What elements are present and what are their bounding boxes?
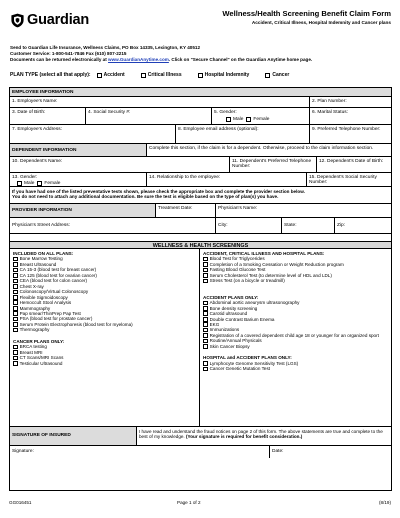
- guardian-anytime-link[interactable]: www.GuardianAnytime.com: [108, 57, 169, 63]
- accident-ci-hospital-heading: ACCIDENT, CRITICAL ILLNESS AND HOSPITAL PLANS:: [203, 251, 325, 256]
- signature-row: [10, 446, 391, 458]
- send-line-3-post: . Click on "Secure Channel" on the Guardian Anytime home page.: [168, 57, 313, 63]
- plan-option-label: Critical Illness: [147, 72, 182, 78]
- checkbox[interactable]: [13, 295, 18, 300]
- dependent-gender-male-label: Male: [24, 181, 35, 186]
- form-title-block: [222, 9, 391, 25]
- screening-item-label: CA 125 (blood test for ovarian cancer): [19, 272, 97, 278]
- checkbox[interactable]: [13, 268, 18, 273]
- checkbox[interactable]: [226, 117, 231, 122]
- plan-option-hospital-indemnity[interactable]: [198, 72, 250, 78]
- cancer-plans-heading: CANCER PLANS ONLY:: [13, 338, 65, 344]
- screenings-body: [10, 249, 391, 427]
- cancer-plans-items: [13, 344, 197, 366]
- included-all-plans-list: [13, 251, 197, 366]
- plan-type-label: PLAN TYPE (select all that apply):: [10, 72, 91, 78]
- screening-item-label: Bone density screening: [209, 305, 258, 311]
- gender-male-option[interactable]: [226, 117, 243, 123]
- form-version: (8/19): [378, 500, 391, 505]
- screening-item-label: Serum Cholesterol Test (to determine level of HDL and LDL): [209, 272, 332, 278]
- hospital-accident-heading: HOSPITAL and ACCIDENT PLANS ONLY:: [203, 355, 292, 361]
- screening-item-label: Blood Test for Triglycerides: [209, 256, 265, 262]
- accident-ci-hospital-items: [203, 256, 390, 283]
- accident-plans-heading: ACCIDENT PLANS ONLY:: [203, 294, 259, 300]
- screening-item-label: Breast MRI: [19, 349, 43, 355]
- screening-item-label: EKG: [209, 321, 220, 327]
- checkbox[interactable]: [13, 322, 18, 327]
- screening-item[interactable]: [203, 344, 390, 349]
- included-all-plans-heading: INCLUDED ON ALL PLANS:: [13, 251, 74, 256]
- dependent-section-title: DEPENDENT INFORMATION: [10, 144, 147, 156]
- checkbox[interactable]: [203, 279, 208, 284]
- treatment-date-field[interactable]: Treatment Date:: [156, 204, 216, 217]
- signature-field[interactable]: Signature:: [10, 446, 270, 458]
- send-line-3: [10, 57, 392, 63]
- checkbox[interactable]: [141, 73, 146, 78]
- plan-option-accident[interactable]: [97, 72, 125, 78]
- checkbox[interactable]: [203, 344, 208, 349]
- form-table: [9, 87, 392, 491]
- logo-text: Guardian: [27, 12, 90, 28]
- form-title: Wellness/Health Screening Benefit Claim Form: [222, 9, 391, 18]
- signature-date-field[interactable]: Date:: [272, 448, 284, 454]
- spacer-row: [10, 234, 391, 241]
- physician-zip-field[interactable]: Zip:: [337, 222, 345, 228]
- employee-ssn-field[interactable]: 4. Social Security #:: [86, 108, 212, 124]
- gender-label: 5. Gender:: [214, 109, 237, 115]
- dependent-section-header: [10, 144, 391, 157]
- provider-row-2: [10, 218, 391, 234]
- signature-statement-text: I have read and understand the fraud notices on page 2 of this form. The above statements are true and complete to the best of my knowledge.: [139, 428, 383, 440]
- dependent-dob-field[interactable]: 12. Dependent's Date of Birth:: [319, 158, 384, 164]
- employee-section-title: EMPLOYEE INFORMATION: [12, 89, 74, 95]
- checkbox[interactable]: [203, 339, 208, 344]
- send-line-3-pre: Documents can be returned electronically at: [10, 57, 109, 63]
- checkbox[interactable]: [13, 300, 18, 305]
- gender-female-label: Female: [253, 117, 270, 123]
- plan-option-label: Hospital Indemnity: [204, 72, 250, 78]
- checkbox[interactable]: [203, 306, 208, 311]
- signature-header-row: [10, 427, 391, 446]
- form-subtitle: Accident, Critical Illness, Hospital Indemnity and Cancer plans: [251, 20, 391, 25]
- employee-dob-field[interactable]: 3. Date of Birth:: [10, 108, 86, 124]
- plan-option-label: Cancer: [272, 72, 290, 78]
- signature-statement: [137, 427, 393, 445]
- dependent-note: Complete this section, if the claim is for a dependent. Otherwise, proceed to the claim information section.: [149, 145, 374, 151]
- checkbox[interactable]: [246, 117, 251, 122]
- accident-plans-items: [203, 300, 390, 349]
- included-all-plans-items: [13, 256, 197, 332]
- screening-item-label: Completion of a Smoking Cessation or Weight Reduction program: [209, 261, 344, 267]
- screening-item-label: BRCA testing: [19, 344, 47, 350]
- screening-item-label: Hemoccult Stool Analysis: [19, 300, 72, 306]
- screening-item-label: CT Scans/MRI Scans: [19, 355, 64, 361]
- dependent-row-1: [10, 157, 391, 173]
- checkbox[interactable]: [203, 301, 208, 306]
- marital-status-field[interactable]: 6. Marital Status:: [312, 109, 348, 115]
- employee-row-2: [10, 108, 391, 125]
- screening-item-label: Cancer Genetic Mutation Test: [209, 366, 271, 372]
- checkbox[interactable]: [265, 73, 270, 78]
- checkbox[interactable]: [13, 262, 18, 267]
- checkbox[interactable]: [203, 367, 208, 372]
- checkbox[interactable]: [13, 257, 18, 262]
- checkbox[interactable]: [203, 317, 208, 322]
- screening-item-label: Bone Marrow Testing: [19, 256, 63, 262]
- employee-row-3: [10, 125, 391, 144]
- physician-state-field[interactable]: State:: [282, 218, 335, 233]
- checkbox[interactable]: [13, 345, 18, 350]
- screening-item-label: Chest X-ray: [19, 283, 44, 289]
- checkbox[interactable]: [203, 328, 208, 333]
- screening-item-label: Flexible Sigmoidoscopy: [19, 294, 68, 300]
- screening-item-label: Thermography: [19, 327, 50, 333]
- dependent-name-field[interactable]: 10. Dependent's Name:: [10, 157, 230, 172]
- checkbox[interactable]: [13, 328, 18, 333]
- screening-item-label: Testicular Ultrasound: [19, 360, 63, 366]
- physician-street-field[interactable]: Physician's Street Address:: [10, 218, 216, 233]
- screening-item[interactable]: [13, 361, 197, 366]
- form-id: GG016451: [9, 500, 32, 505]
- employee-row-1: [10, 97, 391, 108]
- checkbox[interactable]: [203, 322, 208, 327]
- dependent-gender-male-option[interactable]: [17, 181, 34, 186]
- screening-item-label: CA 15-3 (blood test for breast cancer): [19, 267, 97, 273]
- checkbox[interactable]: [13, 356, 18, 361]
- employee-gender-field[interactable]: [212, 108, 310, 124]
- screening-item-label: Stress Test (on a bicycle or treadmill): [209, 278, 285, 284]
- screening-item-label: Mammography: [19, 305, 51, 311]
- checkbox[interactable]: [203, 273, 208, 278]
- screening-item-label: Lymphocyte Genome Sensitivity Test (LGS): [209, 360, 299, 366]
- screening-item-label: Serum Protein Electrophoresis (blood test for myeloma): [19, 321, 133, 327]
- checkbox[interactable]: [13, 317, 18, 322]
- dependent-gender-field[interactable]: [10, 173, 147, 186]
- dependent-gender-female-option[interactable]: [37, 181, 60, 186]
- notice-text: [10, 187, 391, 203]
- checkbox[interactable]: [13, 361, 18, 366]
- checkbox[interactable]: [203, 333, 208, 338]
- checkbox[interactable]: [13, 311, 18, 316]
- accident-ci-hospital-list: [203, 251, 390, 372]
- plan-option-label: Accident: [103, 72, 125, 78]
- signature-required-note: (Your signature is required for benefit consideration.): [185, 434, 303, 440]
- screening-item-label: Breast Ultrasound: [19, 261, 57, 267]
- checkbox[interactable]: [203, 262, 208, 267]
- plan-type-row: [10, 72, 392, 78]
- checkbox[interactable]: [13, 273, 18, 278]
- physician-name-field[interactable]: Physician's Name:: [218, 205, 258, 211]
- guardian-logo: [10, 12, 89, 28]
- send-line-1: Send to Guardian Life Insurance, Wellness Claims, PO Box 14335, Lexington, KY 40512: [10, 45, 201, 50]
- signature-section-title: SIGNATURE OF INSURED: [10, 427, 137, 445]
- checkbox[interactable]: [13, 284, 18, 289]
- screening-item-label: Fasting Blood Glucose Test: [209, 267, 266, 273]
- checkbox[interactable]: [17, 181, 22, 186]
- notice-row: [10, 187, 391, 204]
- checkbox[interactable]: [37, 181, 42, 186]
- dependent-relationship-field[interactable]: 14. Relationship to the employee:: [147, 173, 307, 186]
- checkbox[interactable]: [13, 306, 18, 311]
- screening-item[interactable]: [203, 278, 390, 283]
- dependent-phone-field[interactable]: 11. Dependent's Preferred Telephone Number:: [230, 157, 317, 172]
- provider-section-title: PROVIDER INFORMATION: [10, 204, 156, 217]
- notice-line-2: You do not need to attach any additional documentation. Be sure the test is eligible based on the type of plan(s) you have.: [12, 194, 279, 200]
- gender-female-option[interactable]: [246, 117, 269, 123]
- screening-item-label: Colonoscopy/Virtual Colonoscopy: [19, 289, 89, 295]
- screenings-title: WELLNESS & HEALTH SCREENINGS: [152, 243, 249, 249]
- hospital-accident-items: [203, 361, 390, 372]
- checkbox[interactable]: [13, 350, 18, 355]
- mailing-instructions: [10, 45, 392, 63]
- employee-email-field[interactable]: 8. Employee email address (optional):: [176, 125, 310, 143]
- checkbox[interactable]: [13, 290, 18, 295]
- screening-item-label: Immunizations: [209, 327, 240, 333]
- checkbox[interactable]: [203, 268, 208, 273]
- screening-item-label: Registration of a covered dependent child age 18 or younger for an organized sport: [209, 332, 379, 338]
- dependent-ssn-field[interactable]: 15. Dependent's Social Security Number:: [309, 174, 377, 186]
- screening-item-label: Skin Cancer Biopsy: [209, 343, 250, 349]
- screening-item-label: CEA (blood test for colon cancer): [19, 278, 88, 284]
- dependent-gender-female-label: Female: [44, 181, 61, 186]
- dependent-gender-label: 13. Gender:: [12, 174, 38, 180]
- screening-item[interactable]: [203, 366, 390, 371]
- employee-phone-field[interactable]: 9. Preferred Telephone Number:: [312, 126, 381, 132]
- employee-address-field[interactable]: 7. Employee's Address:: [10, 125, 176, 143]
- dependent-gender-options: [12, 181, 144, 186]
- screening-item-label: Abdominal aortic aneurysm ultrasonography: [209, 300, 300, 306]
- dependent-row-2: [10, 173, 391, 187]
- screening-item-label: Double Contrast Barium Enema: [209, 316, 275, 322]
- provider-row-1: [10, 204, 391, 218]
- physician-city-field[interactable]: City:: [216, 218, 282, 233]
- screening-item-label: PSA (blood test for prostate cancer): [19, 316, 93, 322]
- guardian-shield-icon: [10, 13, 25, 28]
- page-number: Page 1 of 2: [177, 500, 201, 505]
- gender-options: [214, 117, 307, 123]
- screening-item-label: Carotid ultrasound: [209, 311, 248, 317]
- gender-male-label: Male: [233, 117, 244, 123]
- notice-line-1: If you have had one of the listed preventative tests shown, please check the appropriate box and complete the provider section below.: [12, 188, 305, 194]
- employee-name-field[interactable]: 1. Employee's Name:: [10, 97, 310, 107]
- checkbox[interactable]: [203, 361, 208, 366]
- send-line-2: Customer Service: 1-800-541-7846 Fax (610) 807-2215: [10, 51, 127, 57]
- checkbox[interactable]: [97, 73, 102, 78]
- screenings-header: [10, 241, 391, 249]
- checkbox[interactable]: [203, 257, 208, 262]
- employee-section-header: [10, 88, 391, 97]
- plan-option-critical-illness[interactable]: [141, 72, 182, 78]
- plan-option-cancer[interactable]: [265, 72, 289, 78]
- checkbox[interactable]: [203, 311, 208, 316]
- plan-number-field[interactable]: 2. Plan Number:: [312, 98, 347, 104]
- checkbox[interactable]: [198, 73, 203, 78]
- screening-item[interactable]: [13, 327, 197, 332]
- checkbox[interactable]: [13, 279, 18, 284]
- screening-item-label: Pap smear/ThinPrep Pap Test: [19, 310, 81, 316]
- screening-item-label: Routine/Annual Physicals: [209, 338, 262, 344]
